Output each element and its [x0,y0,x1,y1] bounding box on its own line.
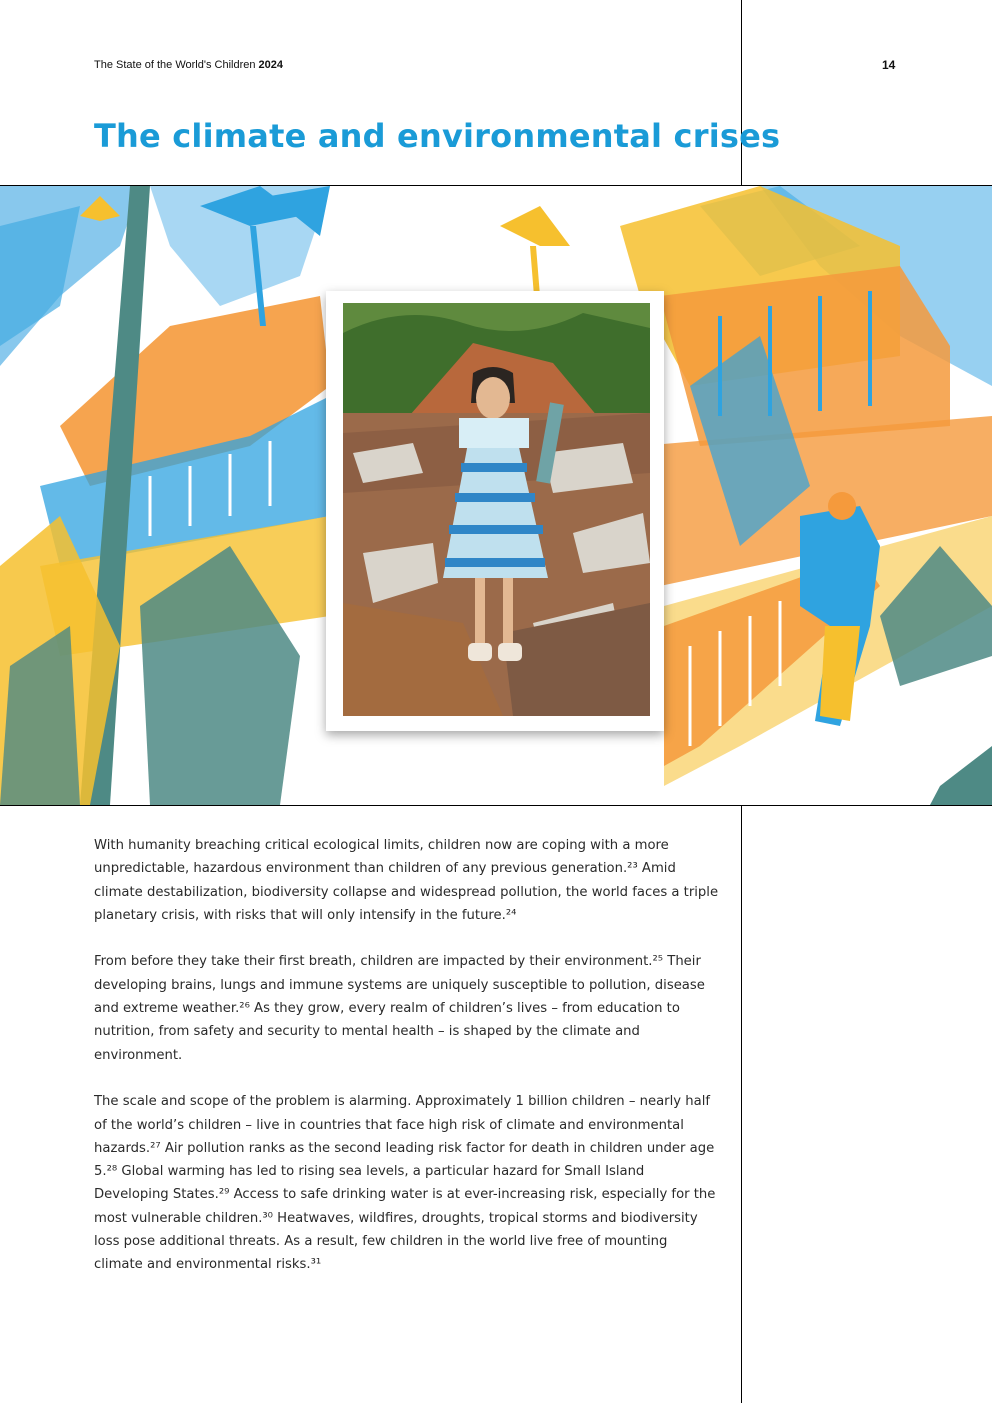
column-divider-top [741,0,742,185]
running-header [94,59,283,71]
illustration-bottom-rule [0,805,992,806]
paragraph: The scale and scope of the problem is alarming. Approximately 1 billion children – nearly half of the world’s children – live in countries that face high risk of climate and environmental hazards.²⁷ Air pollution ranks as the second leading risk factor for death in children under age 5.²⁸ Global warming has led to rising sea levels, a particular hazard for Small Island Developing States.²⁹ Access to safe drinking water is at ever-increasing risk, especially for the most vulnerable children.³⁰ Heatwaves, wildfires, droughts, tropical storms and biodiversity loss pose additional threats. As a result, few children in the world live free of mounting climate and environmental risks.³¹ [94,1094,716,1273]
page-title: The climate and environmental crises [94,117,781,155]
climate-illustration [0,186,992,805]
page-number: 14 [882,58,896,72]
child-photo [343,303,650,716]
paragraph: With humanity breaching critical ecological limits, children now are coping with a more unpredictable, hazardous environment than children of any previous generation.²³ Amid climate destabilization, biodiversity collapse and widespread pollution, the world faces a triple planetary crisis, with risks that will only intensify in the future.²⁴ [94,838,719,923]
article-body [94,834,719,1300]
photo-frame [326,291,664,731]
publication-year: 2024 [258,59,284,71]
publication-title: The State of the World's Children [94,59,256,71]
paragraph: From before they take their first breath, children are impacted by their environment.²⁵ Their developing brains, lungs and immune systems are uniquely susceptible to pollution, disease and extreme weather.²⁶ As they grow, every realm of children’s lives – from education to nutrition, from safety and security to mental health – is shaped by the climate and environment. [94,954,705,1063]
column-divider-bottom [741,805,742,1403]
